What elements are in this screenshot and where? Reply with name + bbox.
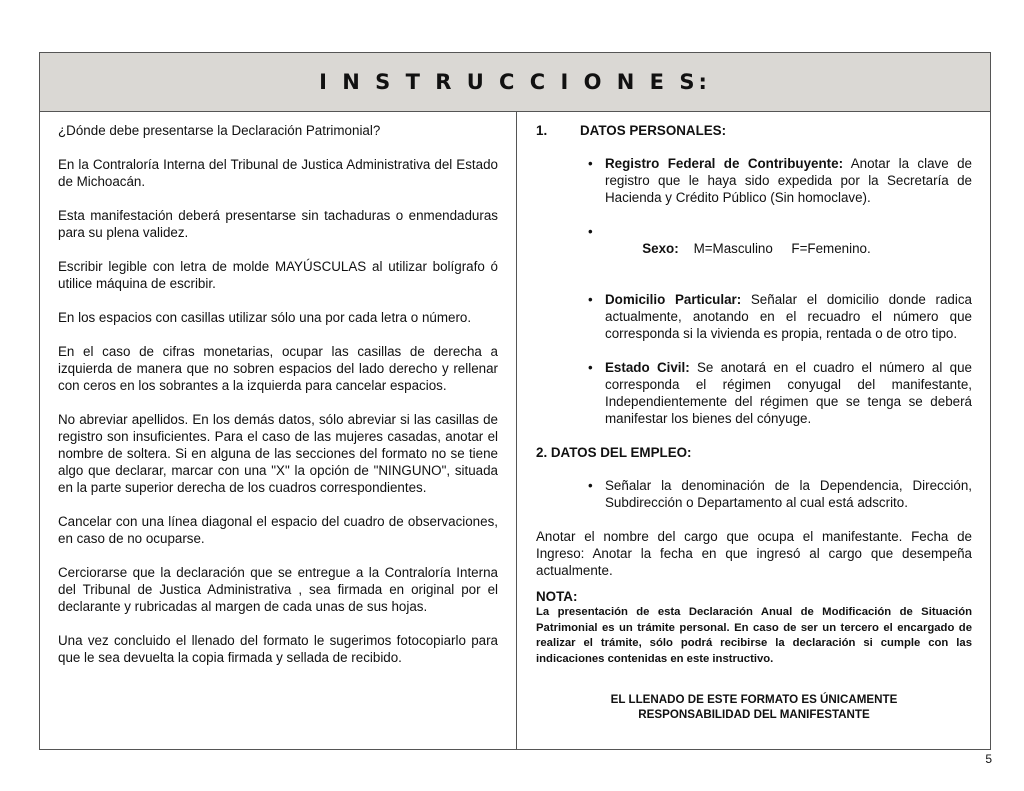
- where-question: ¿Dónde debe presentarse la Declaración Patrimonial?: [58, 123, 381, 138]
- list-item: [536, 291, 972, 342]
- list-item: [536, 477, 972, 511]
- item-text: Señalar la denominación de la Dependencia, Dirección, Subdirección o Departamento al cual está adscrito.: [605, 478, 972, 510]
- employment-paragraph: Anotar el nombre del cargo que ocupa el manifestante. Fecha de Ingreso: Anotar la fecha en que ingresó al cargo que desempeña actualmente.: [536, 529, 972, 578]
- list-item: [536, 223, 972, 274]
- header-bar: [40, 53, 990, 112]
- section-title-employment: 2. DATOS DEL EMPLEO:: [536, 445, 692, 460]
- responsibility-line: RESPONSABILIDAD DEL MANIFESTANTE: [638, 708, 870, 721]
- employment-data-list: [536, 477, 972, 511]
- instruction-paragraph: En los espacios con casillas utilizar sólo una por cada letra o número.: [58, 310, 472, 325]
- bullet-icon: •: [588, 360, 593, 375]
- bullet-icon: •: [588, 156, 593, 171]
- item-text: Se anotará en el cuadro el número al que corresponda el régimen conyugal del manifestante, Independientemente del régimen que se tenga se deberá manifestar los bienes del cónyuge.: [605, 360, 972, 426]
- list-item: [536, 155, 972, 206]
- item-text: M=Masculino F=Femenino.: [678, 241, 871, 256]
- responsibility-line: EL LLENADO DE ESTE FORMATO ES ÚNICAMENTE: [610, 693, 898, 706]
- note-title: NOTA:: [536, 589, 578, 604]
- columns: [40, 112, 990, 749]
- item-term: Domicilio Particular:: [605, 292, 742, 307]
- item-text: Anotar la clave de registro que le haya sido expedida por la Secretaría de Hacienda y Crédito Público (Sin homoclave).: [605, 156, 972, 205]
- right-column: [517, 112, 990, 749]
- item-text: Señalar el domicilio donde radica actualmente, anotando en el recuadro el número que corresponda si la vivienda es propia, rentada o de otro tipo.: [605, 292, 972, 341]
- item-term: Registro Federal de Contribuyente:: [605, 156, 844, 171]
- instructions-frame: [39, 52, 991, 750]
- instruction-paragraph: No abreviar apellidos. En los demás datos, sólo abreviar si las casillas de registro son insuficientes. Para el caso de las mujeres casadas, anotar el nombre de soltera. Si en alguna de las secciones del formato no se tiene algo que declarar, marcar con una "X" la opción de "NINGUNO", situada en la parte superior derecha de los cuadros correspondientes.: [58, 412, 498, 495]
- list-item: [536, 359, 972, 427]
- section-label: DATOS PERSONALES:: [580, 123, 727, 138]
- instruction-paragraph: En el caso de cifras monetarias, ocupar las casillas de derecha a izquierda de manera que no sobren espacios del lado derecho y rellenar con ceros en los sobrantes a la izquierda para cancelar espacios.: [58, 344, 498, 393]
- note-text: La presentación de esta Declaración Anual de Modificación de Situación Patrimonial es un trámite personal. En caso de ser un tercero el encargado de realizar el trámite, sólo podrá recibirse la declaración si cumple con las indicaciones contenidas en este instructivo.: [536, 606, 972, 665]
- item-term: Estado Civil:: [605, 360, 690, 375]
- instruction-paragraph: En la Contraloría Interna del Tribunal de Justica Administrativa del Estado de Michoacán.: [58, 157, 498, 189]
- instruction-paragraph: Cerciorarse que la declaración que se entregue a la Contraloría Interna del Tribunal de Justica Administrativa , sea firmada en original por el declarante y rubricadas al margen de cada unas de sus hojas.: [58, 565, 498, 614]
- instruction-paragraph: Escribir legible con letra de molde MAYÚSCULAS al utilizar bolígrafo ó utilice máquina de escribir.: [58, 259, 498, 291]
- personal-data-list: [536, 155, 972, 427]
- section-number: 1.: [536, 123, 548, 138]
- section-title-personal: [536, 122, 972, 139]
- bullet-icon: •: [588, 292, 593, 307]
- instruction-paragraph: Cancelar con una línea diagonal el espacio del cuadro de observaciones, en caso de no ocuparse.: [58, 514, 498, 546]
- instruction-paragraph: Una vez concluido el llenado del formato le sugerimos fotocopiarlo para que le sea devuelta la copia firmada y sellada de recibido.: [58, 633, 498, 665]
- responsibility-notice: [536, 692, 972, 722]
- bullet-icon: •: [588, 478, 593, 493]
- page-number: 5: [985, 752, 992, 766]
- bullet-icon: •: [588, 224, 593, 239]
- page-title: I N S T R U C C I O N E S:: [319, 70, 711, 94]
- left-column: [40, 112, 517, 749]
- instruction-paragraph: Esta manifestación deberá presentarse sin tachaduras o enmendaduras para su plena validez.: [58, 208, 498, 240]
- item-term: Sexo:: [642, 241, 679, 256]
